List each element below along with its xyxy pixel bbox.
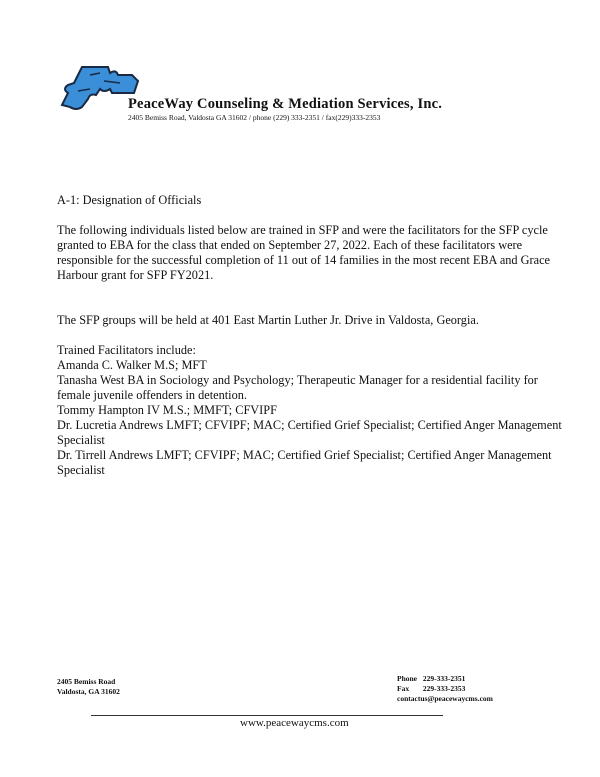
facilitator-line: Tommy Hampton IV M.S.; MMFT; CFVIPF: [57, 403, 277, 417]
footer-address: [57, 677, 120, 697]
email: contactus@peacewaycms.com: [397, 694, 493, 703]
footer-address-line1: 2405 Bemiss Road: [57, 677, 116, 686]
footer-contact: [397, 674, 493, 704]
facilitator-line: female juvenile offenders in detention.: [57, 388, 247, 402]
facilitator-line: Amanda C. Walker M.S; MFT: [57, 358, 207, 372]
organization-name: PeaceWay Counseling & Mediation Services, Inc.: [128, 96, 443, 112]
paragraph-line: responsible for the successful completion of 11 out of 14 families in the most recent EBA and Grace: [57, 253, 550, 267]
facilitator-line: Specialist: [57, 433, 105, 447]
footer-address-line2: Valdosta, GA 31602: [57, 687, 120, 696]
facilitator-line: Dr. Tirrell Andrews LMFT; CFVIPF; MAC; Certified Grief Specialist; Certified Anger Management: [57, 448, 552, 462]
paragraph-line: The following individuals listed below are trained in SFP and were the facilitators for the SFP cycle: [57, 223, 548, 237]
section-heading: A-1: Designation of Officials: [57, 193, 202, 207]
phone-number: 229-333-2351: [422, 674, 466, 683]
website-link: www.peacewaycms.com: [240, 717, 349, 729]
phone-label: Phone: [397, 674, 418, 683]
paragraph-line: granted to EBA for the class that ended on September 27, 2022. Each of these facilitators were: [57, 238, 523, 252]
letter-body: [57, 193, 562, 478]
facilitator-line: Dr. Lucretia Andrews LMFT; CFVIPF; MAC; Certified Grief Specialist; Certified Anger Management: [57, 418, 562, 432]
facilitator-line: Tanasha West BA in Sociology and Psychology; Therapeutic Manager for a residential facility for: [57, 373, 538, 387]
fax-number: 229-333-2353: [422, 684, 466, 693]
location-paragraph: The SFP groups will be held at 401 East Martin Luther Jr. Drive in Valdosta, Georgia.: [57, 313, 479, 327]
letterhead-address: 2405 Bemiss Road, Valdosta GA 31602 / phone (229) 333-2351 / fax(229)333-2353: [128, 113, 381, 122]
facilitator-line: Specialist: [57, 463, 105, 477]
fax-label: Fax: [397, 684, 410, 693]
footer-divider: [91, 715, 443, 716]
facilitators-heading: Trained Facilitators include:: [57, 343, 196, 357]
paragraph-line: Harbour grant for SFP FY2021.: [57, 268, 214, 282]
